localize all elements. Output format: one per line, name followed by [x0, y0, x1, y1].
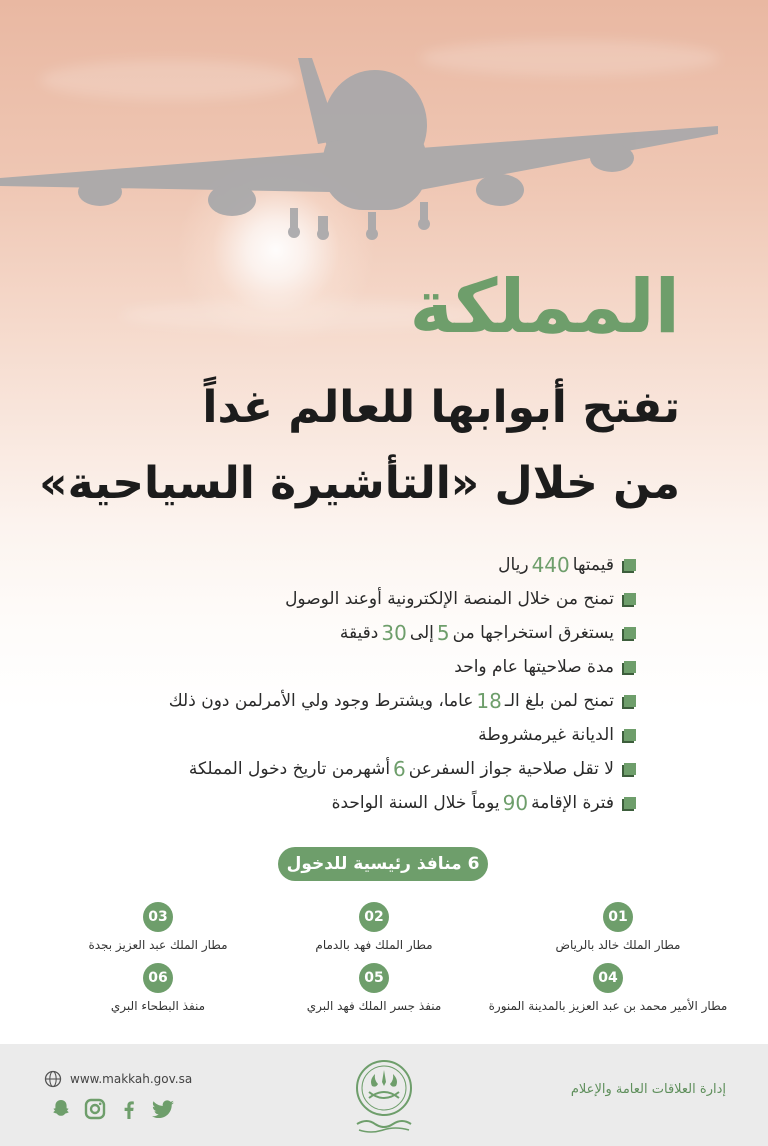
instagram-icon[interactable] [82, 1096, 108, 1122]
website-link[interactable] [44, 1070, 192, 1088]
list-item: تمنح لمن بلغ الـ 18 عاما، ويشترط وجود ولي الأمرلمن دون ذلك [76, 684, 636, 718]
port-name: مطار الملك عبد العزيز بجدة [88, 938, 228, 952]
bullet-square-icon [624, 661, 636, 673]
entry-ports-title: 6 منافذ رئيسية للدخول [278, 847, 488, 881]
entry-port [488, 963, 728, 1013]
bullet-square-icon [624, 593, 636, 605]
entry-port [254, 902, 494, 952]
bullet-square-icon [624, 559, 636, 571]
bullet-square-icon [624, 729, 636, 741]
footer [0, 1044, 768, 1146]
list-item: مدة صلاحيتها عام واحد [76, 650, 636, 684]
twitter-icon[interactable] [150, 1096, 176, 1122]
port-number-badge: 05 [359, 963, 389, 993]
port-number-badge: 03 [143, 902, 173, 932]
website-text: www.makkah.gov.sa [70, 1072, 193, 1086]
port-name: منفذ جسر الملك فهد البري [306, 999, 442, 1013]
port-number-badge: 06 [143, 963, 173, 993]
bullet-square-icon [624, 695, 636, 707]
list-item: لا تقل صلاحية جواز السفرعن 6 أشهرمن تاريخ دخول المملكة [76, 752, 636, 786]
entry-port [38, 963, 278, 1013]
headline-line-1: تفتح أبوابها للعالم غداً [202, 382, 680, 433]
makkah-emblem-logo [349, 1056, 419, 1136]
airplane-silhouette [0, 40, 768, 240]
port-number-badge: 02 [359, 902, 389, 932]
port-number-badge: 04 [593, 963, 623, 993]
port-name: منفذ البطحاء البري [110, 999, 206, 1013]
list-item: قيمتها 440 ريال [76, 548, 636, 582]
globe-icon [44, 1070, 62, 1088]
social-links [48, 1096, 176, 1122]
port-name: مطار الملك فهد بالدمام [315, 938, 433, 952]
visa-facts-list [76, 548, 636, 820]
entry-port [38, 902, 278, 952]
list-item: فترة الإقامة 90 يوماً خلال السنة الواحدة [76, 786, 636, 820]
facebook-icon[interactable] [116, 1096, 142, 1122]
port-name: مطار الملك خالد بالرياض [555, 938, 681, 952]
list-item: يستغرق استخراجها من 5 إلى 30 دقيقة [76, 616, 636, 650]
port-name: مطار الأمير محمد بن عبد العزيز بالمدينة المنورة [488, 999, 728, 1013]
entry-port [254, 963, 494, 1013]
bullet-square-icon [624, 627, 636, 639]
list-item: تمنح من خلال المنصة الإلكترونية أوعند الوصول [76, 582, 636, 616]
entry-port [498, 902, 738, 952]
bullet-square-icon [624, 763, 636, 775]
headline-title: المملكة [409, 264, 680, 350]
department-name: إدارة العلاقات العامة والإعلام [570, 1082, 726, 1097]
snapchat-icon[interactable] [48, 1096, 74, 1122]
port-number-badge: 01 [603, 902, 633, 932]
list-item: الديانة غيرمشروطة [76, 718, 636, 752]
headline-line-2: من خلال «التأشيرة السياحية» [39, 458, 680, 509]
bullet-square-icon [624, 797, 636, 809]
